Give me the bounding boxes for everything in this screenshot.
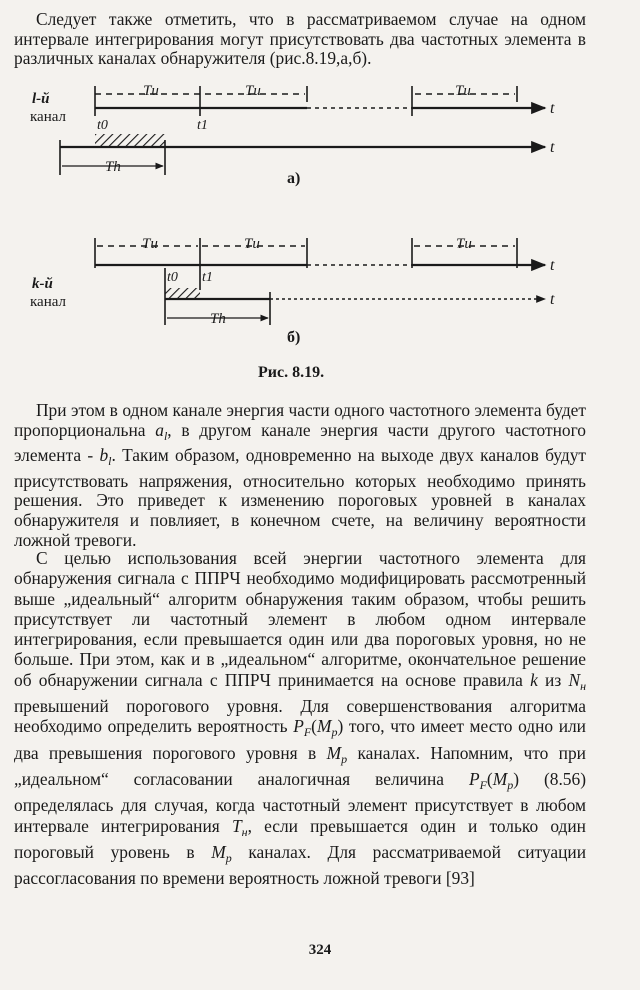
t1-label: t1 xyxy=(197,118,208,133)
paragraph-1: При этом в одном канале энергия части одного частотного элемента будет пропорциональна $a_l$, в другом канале энергия части другого частотного элемента - $b_l$. Таким образом, одновременно на выходе двух каналов будут присутствовать напряжения, относительно которых необходимо принять решения. Это приведет к изменению пороговых уровней в каналах обнаружителя и повлияет, в конечном счете, на величину вероятности ложной тревоги. xyxy=(14,400,586,550)
th-label: Th xyxy=(105,159,121,175)
tn-label-1: Tи xyxy=(143,83,159,99)
page-number: 324 xyxy=(308,942,332,958)
t0-label: t0 xyxy=(97,118,108,133)
th-b-label: Th xyxy=(210,311,226,327)
axis-t-label-2: t xyxy=(550,139,555,156)
tn-b-label-1: Tи xyxy=(142,236,158,252)
math-PF-2: P xyxy=(468,768,480,789)
figure-part-b xyxy=(30,236,555,346)
axis-b-t-label-2: t xyxy=(550,291,555,308)
math-M: M xyxy=(326,742,342,763)
subfig-b-label: б) xyxy=(287,329,301,346)
math-k: k xyxy=(530,669,538,690)
math-b: b xyxy=(99,445,109,466)
channel-l-label: l-й xyxy=(32,91,50,107)
axis-t-label: t xyxy=(550,100,555,117)
tn-b-label-3: Tи xyxy=(456,236,472,252)
figure-caption: Рис. 8.19. xyxy=(258,364,325,381)
tn-b-label-2: Tи xyxy=(244,236,260,252)
figure-8-19 xyxy=(0,0,640,400)
figure-part-a xyxy=(30,83,555,187)
channel-l-label-2: канал xyxy=(30,109,67,125)
math-a: a xyxy=(155,419,164,440)
axis-b-t-label: t xyxy=(550,257,555,274)
hatch-overlap xyxy=(95,134,165,146)
subfig-a-label: а) xyxy=(287,170,301,187)
t1-b-label: t1 xyxy=(202,270,213,285)
channel-k-label-2: канал xyxy=(30,294,67,310)
tn-label-3: Tи xyxy=(455,83,471,99)
math-PF: P xyxy=(293,716,304,737)
math-M-2: M xyxy=(211,841,226,862)
intro-text: Следует также отметить, что в рассматриваемом случае на одном интервале интегрирования могут присутствовать два частотных элемента в различных каналах обнаружителя (рис.8.19,а,б). xyxy=(14,9,586,69)
t0-b-label: t0 xyxy=(167,270,178,285)
tn-label-2: Tи xyxy=(245,83,261,99)
math-N: N xyxy=(568,669,581,690)
channel-k-label: k-й xyxy=(32,276,53,292)
paragraph-2: С целью использования всей энергии частотного элемента для обнаружения сигнала с ППРЧ необходимо модифицировать рассмотренный выше „идеальный“ алгоритм обнаружения таким образом, чтобы решить присутствует ли частотный элемент в любом одном интервале интегрирования, если превышается один или два пороговых уровня, но не больше. При этом, как и в „идеальном“ алгоритме, окончательное решение об обнаружении сигнала с ППРЧ принимается на основе правила k из $N_н$ превышений порогового уровня. Для совершенствования алгоритма необходимо определить вероятность $P_F(M_p)$ того, что имеет место одно или два превышения порогового уровня в $M_p$ каналах. Напомним, что при „идеальном“ согласовании аналогичная величина $P_F(M_p)$ (8.56) определялась для случая, когда частотный элемент присутствует в любом интервале интегрирования $T_н$, если превышается один и только один пороговый уровень в $M_p$ каналах. Для рассматриваемой ситуации рассогласования по времени вероятность ложной тревоги [93] xyxy=(14,548,587,889)
math-T: T xyxy=(231,815,242,836)
